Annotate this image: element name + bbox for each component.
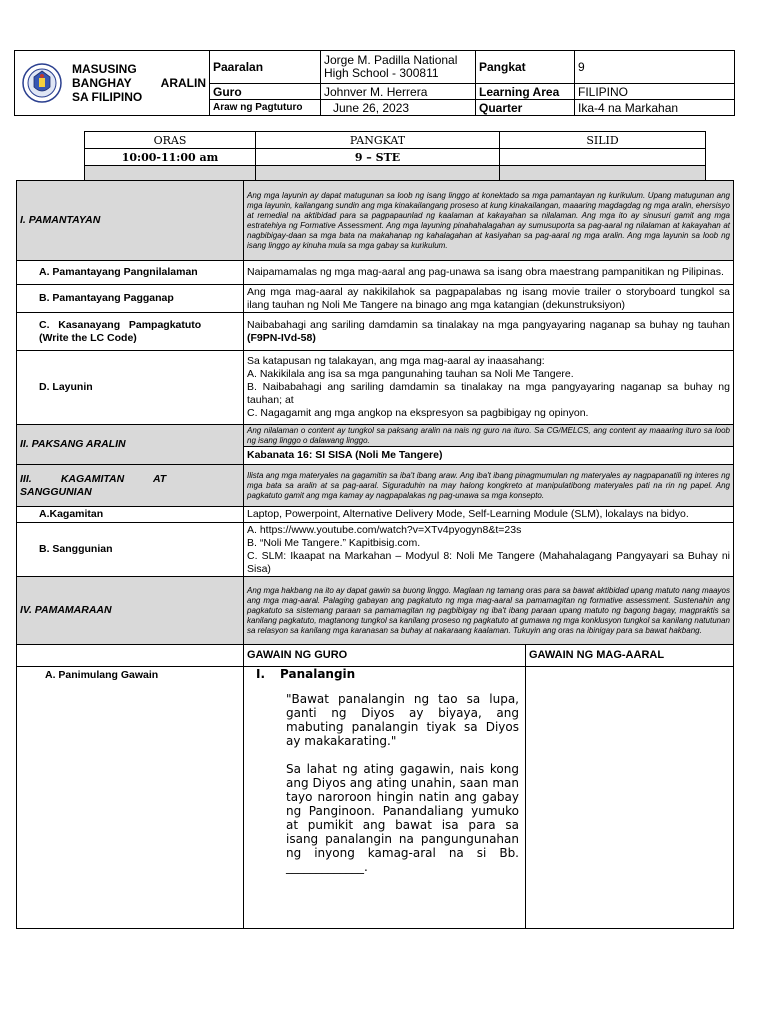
teacher-activity-content — [244, 667, 526, 929]
content-standard-text: Naipamamalas ng mga mag-aaral ang pag-unawa sa isang obra maestrang pampanitikan ng Pilipinas. — [244, 261, 734, 285]
logo-cell — [15, 51, 70, 116]
quarter-value: Ika-4 na Markahan — [575, 100, 735, 116]
paksang-aralin-note: Ang nilalaman o content ay tungkol sa paksang aralin na nais ng guro na ituro. Sa CG/MELCS, ang content ay maaaring ituro sa loob ng isang linggo o dalawang linggo. — [244, 425, 734, 447]
school-value: Jorge M. Padilla National High School - 300811 — [321, 51, 476, 84]
pamantayan-title: I. PAMANTAYAN — [17, 181, 244, 261]
learning-competency-label: C. Kasanayang Pampagkatuto (Write the LC Code) — [17, 313, 244, 351]
blank-cell — [85, 166, 256, 181]
section-value: 9 — [575, 51, 735, 84]
lesson-plan-table — [16, 180, 734, 929]
teacher-value: Johnver M. Herrera — [321, 84, 476, 100]
header-table — [14, 50, 735, 116]
performance-standard-text: Ang mga mag-aaral ay nakikilahok sa pagpapalabas ng isang movie trailer o storyboard tungkol sa ilang tauhan ng Noli Me Tangere na binago ang mga katangian (dekunstruksiyon) — [244, 285, 734, 313]
student-activity-content — [526, 667, 734, 929]
learning-area-value: FILIPINO — [575, 84, 735, 100]
kagamitan-title: III. KAGAMITAN AT SANGGUNIAN — [17, 465, 244, 507]
section-header: PANGKAT — [256, 132, 500, 149]
time-value: 10:00-11:00 am — [85, 149, 256, 166]
introductory-activity-label: A. Panimulang Gawain — [17, 667, 244, 929]
student-activity-header: GAWAIN NG MAG-AARAL — [526, 645, 734, 667]
kagamitan-note: Ilista ang mga materyales na gagamitin sa iba't ibang araw. Ang iba't ibang pinagmumulan ng materyales ay nagpapanatili ng interes ng mga bata sa aralin at sa pag-aaral. Siguraduhin na may halong kongkreto at manipulatibong materyales pati na rin ng papel. Ang pagkatuto gamit ang mga kamay ay nagpapalakas ng pag-unawa sa mga konsepto. — [244, 465, 734, 507]
date-label: Araw ng Pagtuturo — [210, 100, 321, 116]
step-number: I. — [256, 667, 266, 681]
room-value — [500, 149, 706, 166]
schedule-table — [84, 131, 706, 181]
objectives-text: Sa katapusan ng talakayan, ang mga mag-aaral ay inaasahang: A. Nakikilala ang isa sa mga pangunahing tauhan sa Noli Me Tangere. B. Naibabahagi ang sariling damdamin sa tinalakay na mga pangyayaring naganap sa buhay ng tauhan; at C. Nagagamit ang mga angkop na ekspresyon sa pagbibigay ng opinyon. — [244, 351, 734, 425]
blank-cell — [17, 645, 244, 667]
section-value: 9 – STE — [256, 149, 500, 166]
topic-title: Kabanata 16: SI SISA (Noli Me Tangere) — [244, 447, 734, 465]
date-value: June 26, 2023 — [321, 100, 476, 116]
materials-label: A.Kagamitan — [17, 507, 244, 523]
room-header: SILID — [500, 132, 706, 149]
references-text: A. https://www.youtube.com/watch?v=XTv4pyogyn8&t=23s B. “Noli Me Tangere.” Kapitbisig.com. C. SLM: Ikaapat na Markahan – Modyul 8: Noli Me Tangere (Mahahalagang Pangyayari sa Buhay ni Sisa) — [244, 523, 734, 577]
reference-link[interactable]: A. https://www.youtube.com/watch?v=XTv4pyogyn8&t=23s — [247, 523, 522, 536]
pamantayan-note: Ang mga layunin ay dapat matugunan sa loob ng isang linggo at konektado sa mga pamantayan ng kurikulum. Upang matugunan ang mga layunin, kailangang sundin ang mga kinakailangang proseso at kung kinakailangan, maaaring magdagdag ng mga aralin, ehersisyo at remedial na aktibidad para sa pagpapaunlad ng kaalaman at kakayahan sa nilalaman. Ang mga ito ay sinusuri gamit ang mga estratehiya ng Formative Assessment. Ang mga layuning pinahahalagahan ay sumusuporta sa pag-aaral ng nilalaman at kakayahan at nagbibigay-daan sa mga bata na makahanap ng kahalagahan at kasiyahan sa pag-aaral ng mga aralin. Ang mga layunin sa loob ng isang linggo ay kinuha mula sa mga gabay sa kurikulum. — [244, 181, 734, 261]
objectives-label: D. Layunin — [17, 351, 244, 425]
quarter-label: Quarter — [476, 100, 575, 116]
content-standard-label: A. Pamantayang Pangnilalaman — [17, 261, 244, 285]
pamamaraan-note: Ang mga hakbang na ito ay dapat gawin sa buong linggo. Maglaan ng tamang oras para sa bawat aktibidad upang matuto nang maayos ang mga mag-aaral. Palaging gabayan ang pagkatuto ng mga mag-aaral sa pamamagitan ng formative assessment. Sustenahin ang pagkatuto sa sistemang paraan sa pamamagitan ng pagbibigay ng iba't ibang paraan upang matuto ng bagong bagay, magpraktis sa kanilang pagkatuto, magtanong tungkol sa kanilang proseso ng pagkatuto at gumawa ng mga konklusyon tungkol sa kanilang natutunan sa relasyon sa kanilang mga karanasan sa buhay at nakaraang kaalaman. Tukuyin ang oras na ibinigay para sa bawat hakbang. — [244, 577, 734, 645]
document-title: MASUSING BANGHAY ARALIN SA FILIPINO — [69, 51, 210, 116]
lc-code: (F9PN-IVd-58) — [247, 331, 316, 344]
learning-competency-text: Naibabahagi ang sariling damdamin sa tinalakay na mga pangyayaring naganap sa buhay ng tauhan (F9PN-IVd-58) — [244, 313, 734, 351]
prayer-verse: "Bawat panalangin ng tao sa lupa, ganti ng Diyos ay biyaya, ang mabuting panalangin tiyak sa Diyos ay makakarating." — [286, 692, 519, 748]
school-label: Paaralan — [210, 51, 321, 84]
pamamaraan-title: IV. PAMAMARAAN — [17, 577, 244, 645]
section-label: Pangkat — [476, 51, 575, 84]
teacher-activity-header: GAWAIN NG GURO — [244, 645, 526, 667]
step-title: Panalangin — [280, 667, 356, 681]
performance-standard-label: B. Pamantayang Pagganap — [17, 285, 244, 313]
prayer-instructions: Sa lahat ng ating gagawin, nais kong ang Diyos ang ating unahin, saan man tayo naroroon hingin natin ang gabay ng Panginoon. Panandaliang yumuko at pumikit ang bawat isa para sa isang panalangin na pangungunahan ng inyong kamag-aral na si Bb. _____________. — [286, 762, 519, 874]
blank-cell — [500, 166, 706, 181]
references-label: B. Sanggunian — [17, 523, 244, 577]
blank-cell — [256, 166, 500, 181]
deped-seal-icon — [18, 63, 66, 103]
time-header: ORAS — [85, 132, 256, 149]
learning-area-label: Learning Area — [476, 84, 575, 100]
teacher-label: Guro — [210, 84, 321, 100]
paksang-aralin-title: II. PAKSANG ARALIN — [17, 425, 244, 465]
materials-text: Laptop, Powerpoint, Alternative Delivery Mode, Self-Learning Module (SLM), lokalays na bidyo. — [244, 507, 734, 523]
